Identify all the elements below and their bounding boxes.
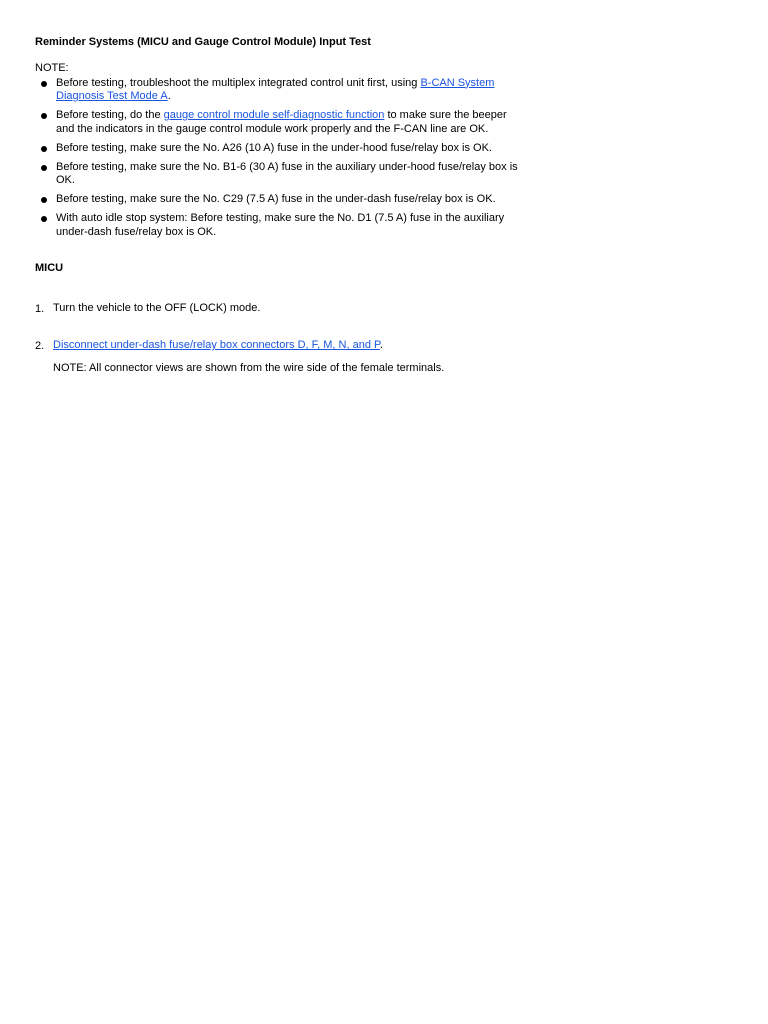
disconnect-connectors-link[interactable]: Disconnect under-dash fuse/relay box connectors D, F, M, N, and P — [53, 339, 380, 351]
step-2 — [35, 339, 525, 353]
note-text: With auto idle stop system: Before testing, make sure the No. D1 (7.5 A) fuse in the auxiliary under-dash fuse/relay box is OK. — [56, 212, 505, 238]
note-text: Before testing, make sure the No. B1-6 (30 A) fuse in the auxiliary under-hood fuse/relay box is OK. — [56, 160, 518, 186]
note-item — [35, 77, 525, 104]
step-note: NOTE: All connector views are shown from the wire side of the female terminals. — [53, 361, 445, 374]
note-text: Before testing, troubleshoot the multiplex integrated control unit first, using — [56, 76, 421, 89]
bullet-icon — [41, 113, 47, 119]
note-item — [35, 142, 525, 156]
note-item — [35, 212, 525, 239]
note-item — [35, 193, 525, 207]
section-heading-micu: MICU — [35, 262, 64, 274]
gauge-self-diagnostic-link[interactable]: gauge control module self-diagnostic function — [163, 109, 385, 121]
bullet-icon — [41, 165, 47, 171]
note-list — [35, 77, 525, 240]
note-text: Before testing, do the — [56, 109, 164, 121]
bullet-icon — [41, 146, 47, 152]
step-text: Turn the vehicle to the OFF (LOCK) mode. — [53, 301, 261, 314]
note-label: NOTE: — [35, 62, 69, 74]
note-text: Before testing, make sure the No. C29 (7.5 A) fuse in the under-dash fuse/relay box is OK. — [56, 193, 496, 205]
note-text: to make sure the beeper and the indicators in the gauge control module work properly and the F-CAN line are OK. — [56, 109, 507, 135]
bullet-icon — [41, 197, 47, 203]
note-item — [35, 109, 525, 136]
step-text: . — [379, 339, 383, 351]
note-text: Before testing, make sure the No. A26 (10 A) fuse in the under-hood fuse/relay box is OK. — [56, 141, 492, 154]
document-body — [35, 36, 525, 375]
page-title: Reminder Systems (MICU and Gauge Control Module) Input Test — [35, 36, 371, 48]
note-text: . — [167, 90, 171, 102]
bullet-icon — [41, 81, 47, 87]
note-item — [35, 161, 525, 188]
step-number: 1. — [35, 302, 45, 315]
b-can-diagnosis-link[interactable]: B-CAN System Diagnosis Test Mode A — [56, 76, 495, 102]
step-number: 2. — [35, 340, 45, 352]
step-1 — [35, 302, 525, 316]
bullet-icon — [41, 216, 47, 222]
